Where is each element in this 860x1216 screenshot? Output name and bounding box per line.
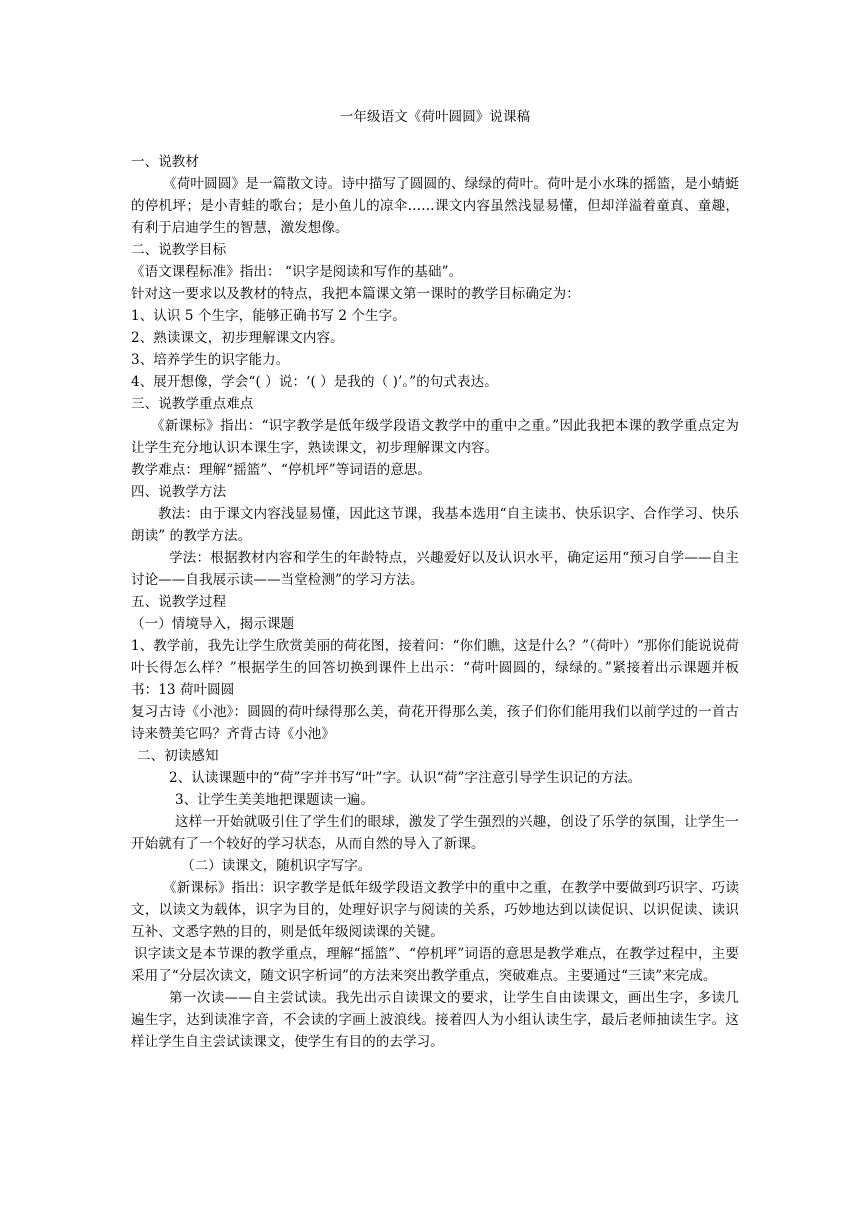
paragraph: 识字读文是本节课的教学重点，理解“摇篮”、“停机坪”词语的意思是教学难点，在教学过程中，主要采用了“分层次读文，随文识字析词”的方法来突出教学重点，突破难点。主要通过“三读”来完成。	[131, 946, 739, 984]
list-item: 3、培养学生的识字能力。	[131, 352, 290, 368]
paragraph: 复习古诗《小池》：圆圆的荷叶绿得那么美，荷花开得那么美，孩子们你们能用我们以前学过的一首古诗来赞美它吗？齐背古诗《小池》	[131, 704, 739, 742]
list-item: 4、展开想像，学会“( ）说：‘( ）是我的（ )’。”的句式表达。	[131, 374, 498, 390]
paragraph: 教学难点：理解“摇篮”、“停机坪”等词语的意思。	[131, 462, 432, 478]
paragraph: 这样一开始就吸引住了学生们的眼球，激发了学生强烈的兴趣，创设了乐学的氛围，让学生一开始就有了一个较好的学习状态，从而自然的导入了新课。	[131, 814, 739, 852]
paragraph: 《荷叶圆圆》是一篇散文诗。诗中描写了圆圆的、绿绿的荷叶。荷叶是小水珠的摇篮，是小蜻蜓的停机坪；是小青蛙的歌台；是小鱼儿的凉伞……课文内容虽然浅显易懂，但却洋溢着童真、童趣，有利于启迪学生的智慧，激发想像。	[131, 176, 739, 236]
paragraph: 第一次读——自主尝试读。我先出示自读课文的要求，让学生自由读课文，画出生字，多读几遍生字，达到读准字音，不会读的字画上波浪线。接着四人为小组认读生字，最后老师抽读生字。这样让学生自主尝试读课文，使学生有目的的去学习。	[131, 990, 739, 1050]
list-item: 2、认读课题中的“荷”字并书写“叶”字。认识“荷”字注意引导学生识记的方法。	[169, 770, 642, 786]
sub-heading: （一）情境导入，揭示课题	[131, 616, 295, 632]
paragraph: 针对这一要求以及教材的特点，我把本篇课文第一课时的教学目标确定为：	[131, 286, 580, 302]
heading-4: 四、说教学方法	[131, 484, 227, 500]
heading-2: 二、说教学目标	[131, 242, 227, 258]
list-item: 1、认识 5 个生字，能够正确书写 2 个生字。	[131, 308, 406, 324]
heading-1: 一、说教材	[131, 154, 199, 170]
sub-heading: 二、初读感知	[137, 748, 219, 764]
paragraph: 1、教学前，我先让学生欣赏美丽的荷花图，接着问：“你们瞧，这是什么？”（荷叶）“那你们能说说荷叶长得怎么样？”根据学生的回答切换到课件上出示：“荷叶圆圆的，绿绿的。”紧接着出示课题并板书：13 荷叶圆圆	[131, 638, 739, 698]
list-item: 2、熟读课文，初步理解课文内容。	[131, 330, 344, 346]
heading-5: 五、说教学过程	[131, 594, 227, 610]
heading-3: 三、说教学重点难点	[131, 396, 254, 412]
document-title: 一年级语文《荷叶圆圆》说课稿	[339, 109, 531, 125]
list-item: 3、让学生美美地把课题读一遍。	[175, 792, 375, 808]
paragraph: 《新课标》指出：“识字教学是低年级学段语文教学中的重中之重。”因此我把本课的教学重点定为让学生充分地认识本课生字，熟读课文，初步理解课文内容。	[131, 418, 739, 456]
paragraph: 学法：根据教材内容和学生的年龄特点，兴趣爱好以及认识水平，确定运用“预习自学——自主讨论——自我展示读——当堂检测”的学习方法。	[131, 550, 739, 588]
paragraph: 教法：由于课文内容浅显易懂，因此这节课，我基本选用“自主读书、快乐识字、合作学习、快乐朗读” 的教学方法。	[131, 506, 739, 544]
paragraph: 《新课标》指出：识字教学是低年级学段语文教学中的重中之重，在教学中要做到巧识字、巧读文，以读文为载体，识字为目的，处理好识字与阅读的关系，巧妙地达到以读促识、以识促读、读识互补、文悉字熟的目的，则是低年级阅读课的关键。	[131, 880, 739, 940]
document-body	[131, 106, 739, 1053]
sub-heading: （二）读课文，随机识字写字。	[181, 858, 372, 874]
paragraph: 《语文课程标准》指出： “识字是阅读和写作的基础”。	[131, 264, 463, 280]
